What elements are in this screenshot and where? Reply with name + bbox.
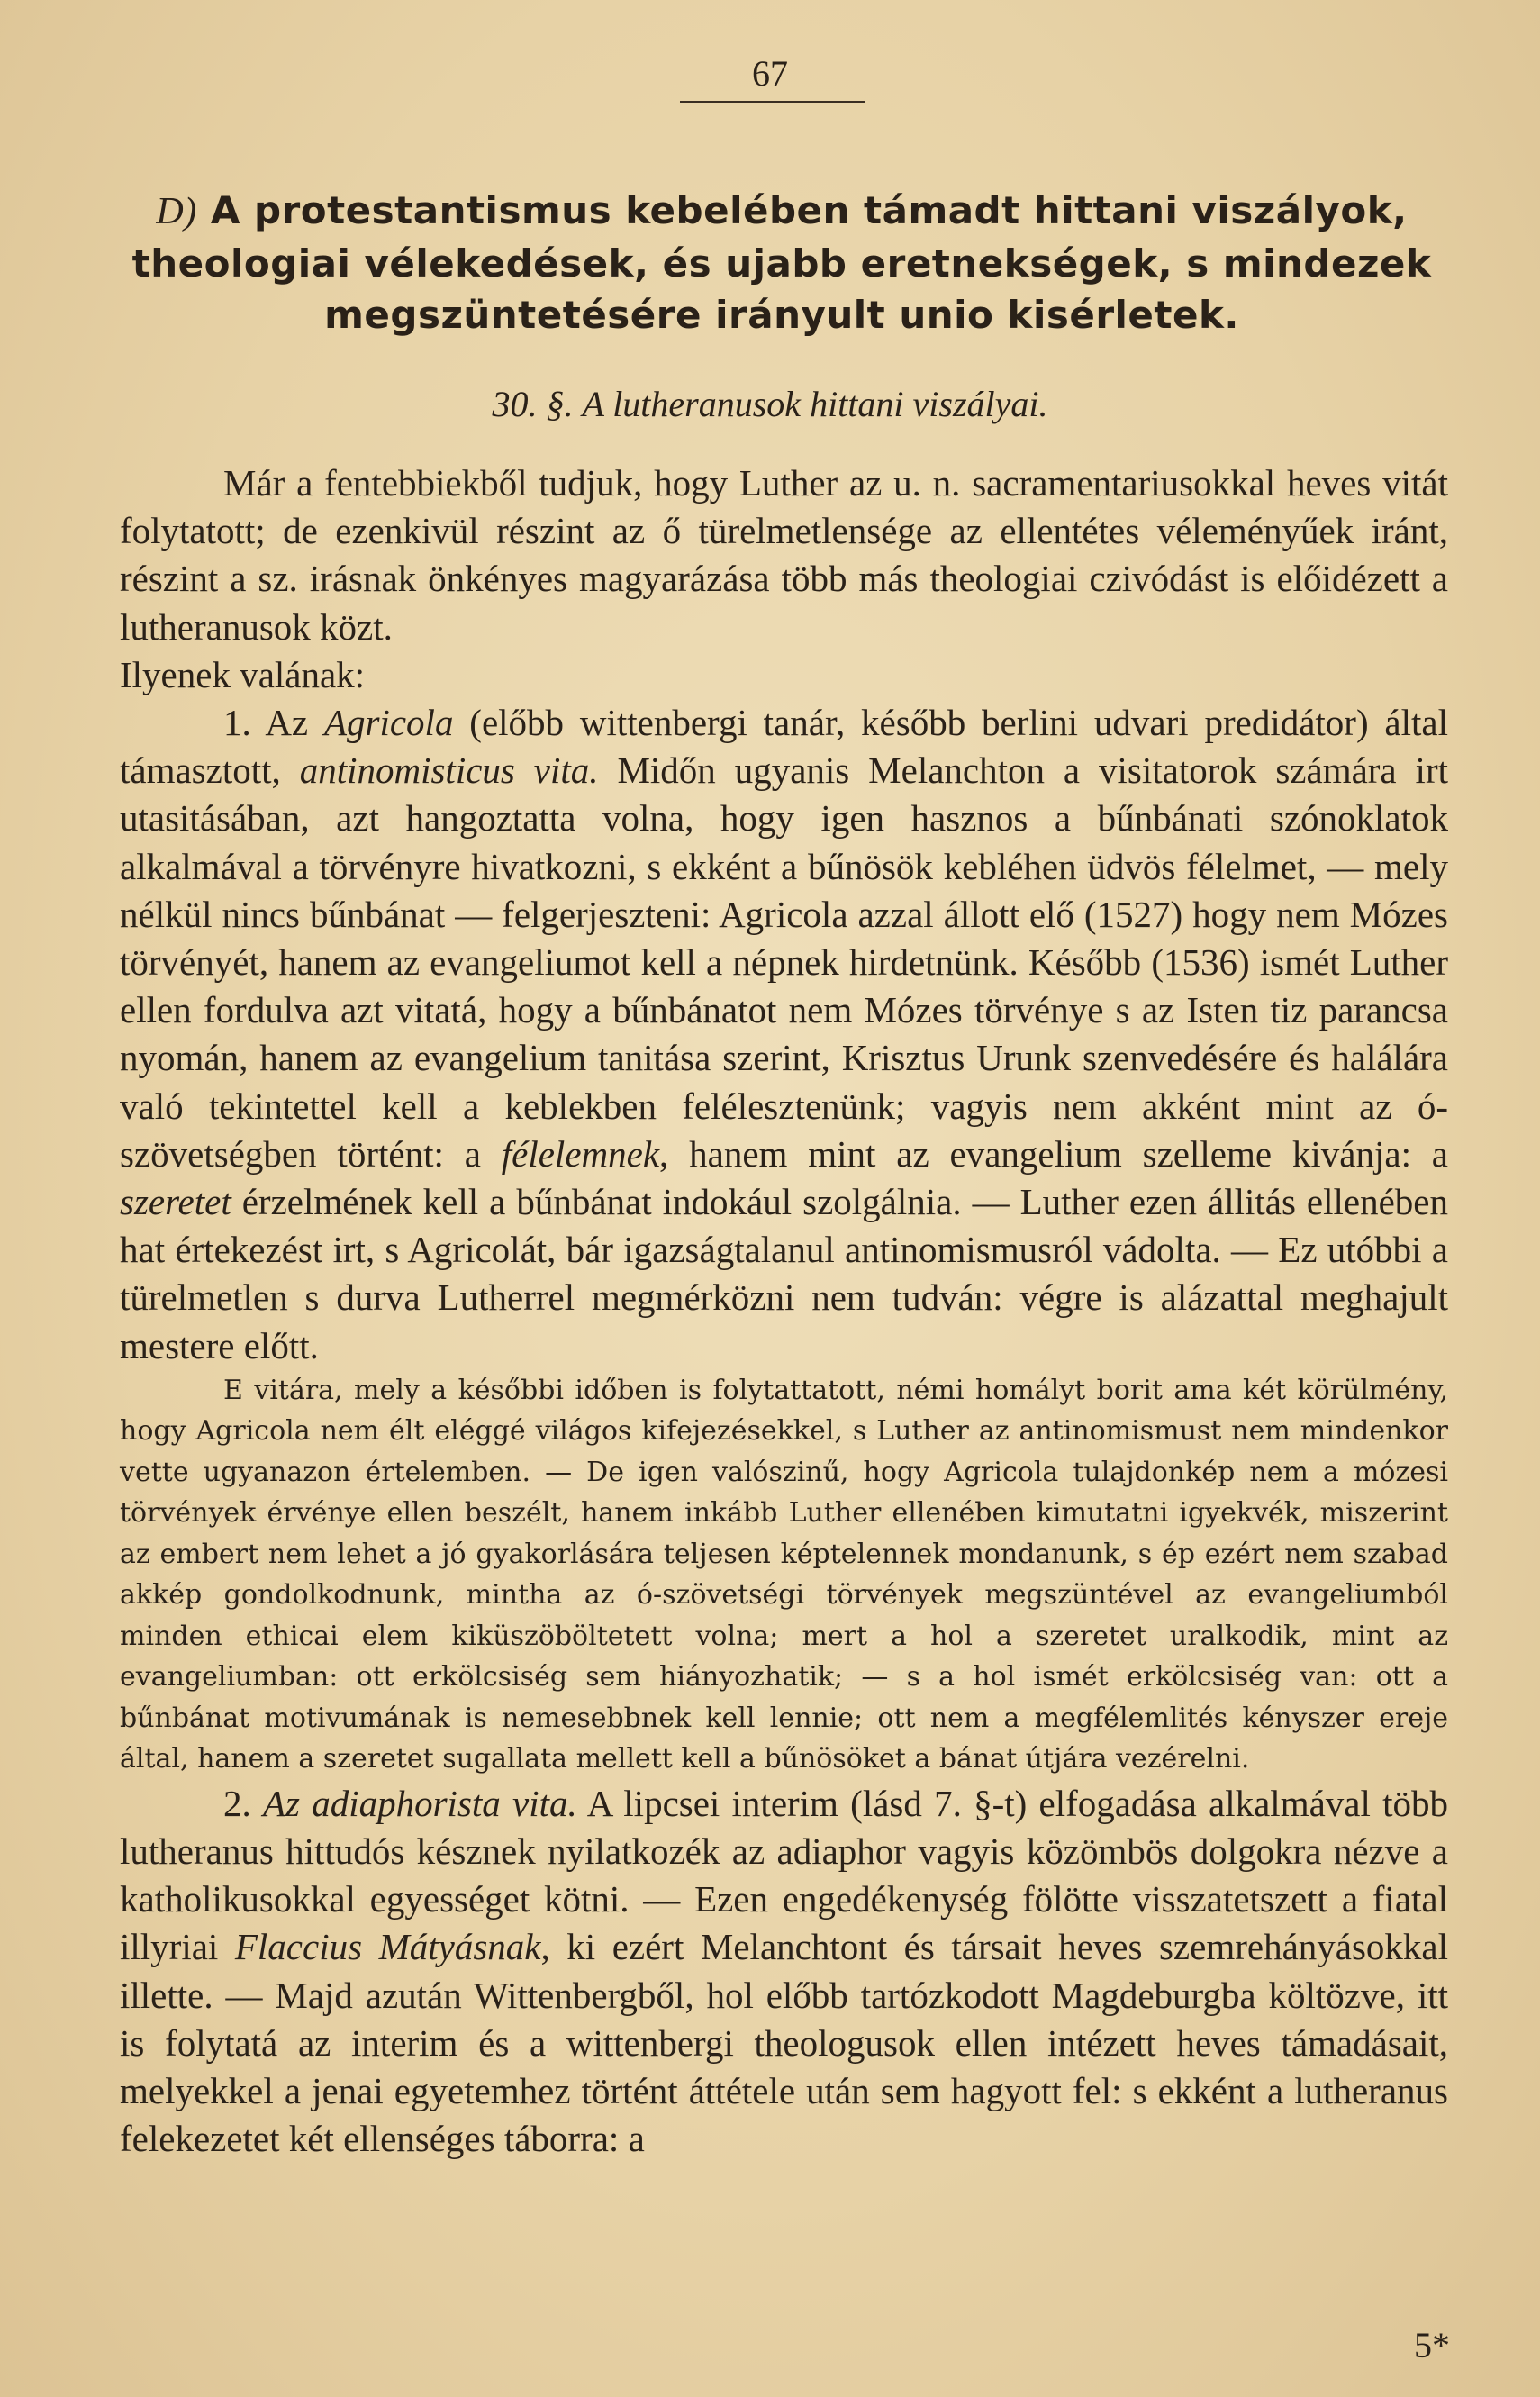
text-run: 2. [223,1782,263,1824]
chapter-title: A protestantismus kebelében támadt hittani viszályok, theologiai vélekedések, és ujabb eretnekségek, s mindezek megszüntetésére irányult unio kisérletek. [131,188,1432,337]
text-run: 1. Az [223,702,324,744]
italic-term-adiaphorista: Az adiaphorista vita. [262,1782,577,1824]
text-run: , hanem mint az evangelium szelleme kivánja: a [659,1132,1448,1175]
italic-name-agricola: Agricola [323,702,454,744]
header-rule [680,101,865,103]
italic-term-felelem: félelemnek [501,1132,660,1175]
body-text [120,459,1448,2163]
italic-term-szeretet: szeretet [120,1181,231,1223]
italic-term-antinomisticus: antinomisticus vita. [299,749,599,792]
chapter-label: D) [156,191,197,232]
paragraph-agricola [120,699,1448,1370]
section-number: 30. §. [492,384,574,424]
paragraph-intro: Már a fentebbiekből tudjuk, hogy Luther az u. n. sacramentariusokkal heves vitát folytatott; de ezenkivül részint az ő türelmetlensége az ellentétes véleményűek iránt, részint a sz. irásnak önkényes magyarázása több más theologiai czivódást is előidézett a lutheranusok közt. [120,462,1448,648]
paragraph-adiaphorista [120,1780,1448,2164]
page-number: 67 [752,53,788,94]
signature-mark: 5* [1414,2325,1450,2365]
section-name: A lutheranusok hittani viszályai. [582,384,1048,424]
text-run: Midőn ugyanis Melanchton a visitatorok számára irt utasitásában, azt hangoztatta volna, hogy igen hasznos a bűnbánati szónoklatok alkalmával a törvényre hivatkozni, s ekként a bűnösök kebléhen üdvös félelmet, — mely nélkül nincs bűnbánat — felgerjeszteni: Agricola azzal állott elő (1527) hogy nem Mózes törvényét, hanem az evangeliumot kell a népnek hirdetnünk. Később (1536) ismét Luther ellen fordulva azt vitatá, hogy a bűnbánatot nem Mózes törvénye s az Isten tiz parancsa nyomán, hanem az evangelium tanitása szerint, Krisztus Urunk szenvedésére és halálára való tekintettel kell a keblekben felélesztenünk; vagyis nem akként mint az ó-szövetségben történt: a [120,749,1448,1175]
text-run: A lipcsei interim (lásd 7. §-t) elfogadása alkalmával több lutheranus hittudós késznek nyilatkozék az adiaphor vagyis közömbös dolgokra nézve a katholikusokkal egyességet kötni. — Ezen engedékenység fölötte visszatetszett a fiatal illyriai [120,1782,1448,1968]
paragraph-intro-end: Ilyenek valának: [120,653,366,695]
italic-name-flaccius: Flaccius Mátyásnak [234,1926,541,1968]
text-run: (előbb wittenbergi tanár, később berlini udvari predidátor) által támasztott, [120,702,1449,792]
chapter-heading [115,185,1448,340]
section-title [0,383,1540,425]
small-print-note: E vitára, mely a későbbi időben is folytattatott, némi homályt borit ama két körülmény, hogy Agricola nem élt eléggé világos kifejezésekkel, s Luther az antinomismust nem mindenkor vette ugyanazon értelemben. — De igen valószinű, hogy Agricola tulajdonkép nem a mózesi törvények érvénye ellen beszélt, hanem inkább Luther ellenében kimutatni igyekvék, miszerint az embert nem lehet a jó gyakorlására teljesen képtelennek mondanunk, s ép ezért nem szabad akkép gondolkodnunk, mintha az ó-szövetségi törvények megszüntével az evangeliumból minden ethicai elem kiküszöböltetett volna; mert a hol a szeretet uralkodik, mint az evangeliumban: ott erkölcsiség sem hiányozhatik; — s a hol ismét erkölcsiség van: ott a bűnbánat motivumának is nemesebbnek kell lennie; ott nem a megfélemlités kényszer ereje által, hanem a szeretet sugallata mellett kell a bűnösöket a bánat útjára vezérelni. [120,1374,1448,1775]
text-run: , ki ezért Melanchtont és társait heves szemrehányásokkal illette. — Majd azután Wittenbergből, hol előbb tartózkodott Magdeburgba költözve, itt is folytatá az interim és a wittenbergi theologusok ellen intézett heves támadásait, melyekkel a jenai egyetemhez történt áttétele után sem hagyott fel: s ekként a lutheranus felekezetet két ellenséges táborra: a [120,1926,1449,2160]
text-run: érzelmének kell a bűnbánat indokául szolgálnia. — Luther ezen állitás ellenében hat értekezést irt, s Agricolát, bár igazságtalanul antinomismusról vádolta. — Ez utóbbi a türelmetlen s durva Lutherrel megmérközni nem tudván: végre is alázattal meghajult mestere előtt. [120,1181,1448,1366]
